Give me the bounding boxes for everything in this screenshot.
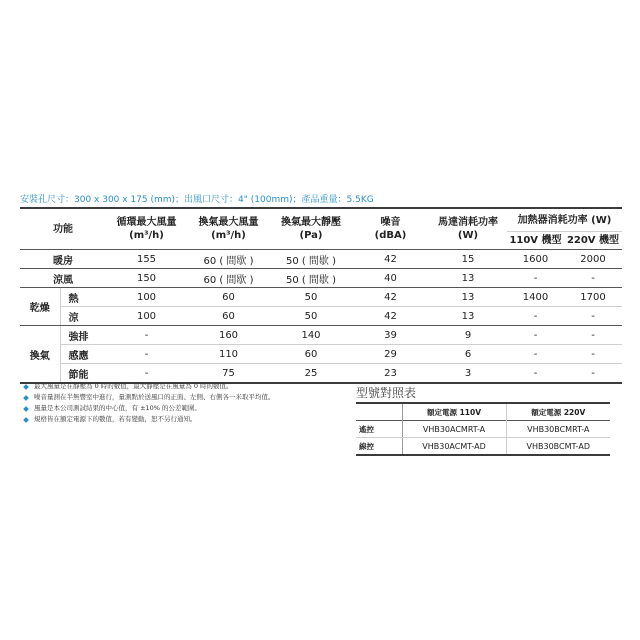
install-dimensions-line: 安裝孔尺寸：300 x 300 x 175 (mm)；出風口尺寸：4" (100mm)；產品重量：5.5KG — [20, 195, 374, 205]
cell-ventilation: 60 — [187, 307, 270, 326]
table-row — [20, 288, 622, 307]
table-row — [20, 345, 622, 364]
diamond-bullet-icon — [23, 417, 29, 423]
cell-heater-110v: - — [507, 307, 564, 326]
cell-ventilation: 60 ( 間歇 ) — [187, 250, 270, 269]
model-cell-110v: VHB30ACMRT-A — [402, 421, 506, 438]
cell-heater-220v: 1700 — [564, 288, 622, 307]
row-label-heating: 暖房 — [20, 250, 106, 269]
model-cell-110v: VHB30ACMT-AD — [402, 438, 506, 456]
header-max-circulation: 循環最大風量 (m³/h) — [116, 217, 177, 241]
cell-heater-110v: 1600 — [507, 250, 564, 269]
cell-noise: 42 — [352, 307, 429, 326]
cell-noise: 23 — [352, 364, 429, 384]
table-row — [20, 269, 622, 288]
diamond-bullet-icon — [23, 384, 29, 390]
model-cell-220v: VHB30BCMRT-A — [506, 421, 610, 438]
diamond-bullet-icon — [23, 395, 29, 401]
header-heater-power: 加熱器消耗功率 (W) — [517, 214, 612, 226]
diamond-bullet-icon — [23, 406, 29, 412]
header-noise: 噪音 (dBA) — [374, 217, 407, 241]
footnote: 風量是本公司測試結果的中心值，有 ±10% 的公差範圍。 — [24, 403, 344, 414]
cell-heater-110v: 1400 — [507, 288, 564, 307]
cell-static-pressure: 25 — [270, 364, 352, 384]
cell-static-pressure: 50 — [270, 288, 352, 307]
cell-heater-220v: - — [564, 269, 622, 288]
cell-noise: 39 — [352, 326, 429, 345]
cell-motor-power: 13 — [429, 269, 507, 288]
row-sublabel-cool: 涼 — [60, 307, 106, 326]
cell-ventilation: 75 — [187, 364, 270, 384]
row-label-drying: 乾燥 — [20, 288, 60, 326]
cell-motor-power: 15 — [429, 250, 507, 269]
cell-static-pressure: 50 ( 間歇 ) — [270, 269, 352, 288]
cell-noise: 42 — [352, 288, 429, 307]
cell-motor-power: 9 — [429, 326, 507, 345]
cell-heater-220v: - — [564, 307, 622, 326]
cell-noise: 29 — [352, 345, 429, 364]
header-max-ventilation: 換氣最大風量 (m³/h) — [198, 217, 259, 241]
model-header-220v: 額定電源 220V — [506, 403, 610, 421]
footnote: 最大風量是在靜壓為 0 時的數值，最大靜壓是在風量為 0 時的數值。 — [24, 381, 344, 392]
model-cell-220v: VHB30BCMT-AD — [506, 438, 610, 456]
footnotes — [24, 381, 344, 425]
cell-motor-power: 6 — [429, 345, 507, 364]
cell-circulation: 150 — [106, 269, 187, 288]
cell-noise: 40 — [352, 269, 429, 288]
cell-circulation: 155 — [106, 250, 187, 269]
cell-static-pressure: 140 — [270, 326, 352, 345]
row-label-ventilation: 換氣 — [20, 326, 60, 384]
footnote: 規格皆在額定電源下的數值，若有變動，恕不另行通知。 — [24, 414, 344, 425]
cell-circulation: - — [106, 364, 187, 384]
cell-heater-110v: - — [507, 326, 564, 345]
model-header-blank — [356, 403, 402, 421]
cell-heater-110v: - — [507, 345, 564, 364]
table-row — [20, 307, 622, 326]
table-row — [20, 326, 622, 345]
cell-motor-power: 13 — [429, 307, 507, 326]
cell-heater-220v: - — [564, 364, 622, 384]
cell-motor-power: 3 — [429, 364, 507, 384]
model-table — [356, 402, 610, 456]
cell-circulation: - — [106, 345, 187, 364]
cell-heater-220v: - — [564, 345, 622, 364]
cell-ventilation: 60 — [187, 288, 270, 307]
table-row — [356, 421, 610, 438]
cell-noise: 42 — [352, 250, 429, 269]
cell-static-pressure: 50 — [270, 307, 352, 326]
cell-motor-power: 13 — [429, 288, 507, 307]
cell-circulation: - — [106, 326, 187, 345]
cell-ventilation: 60 ( 間歇 ) — [187, 269, 270, 288]
table-row — [20, 250, 622, 269]
row-sublabel-energy-saving: 節能 — [60, 364, 106, 384]
spec-table — [20, 207, 622, 384]
cell-heater-110v: - — [507, 269, 564, 288]
table-row — [356, 438, 610, 456]
footnote: 噪音量測在半無響室中進行，量測點於送風口的正面、左側、右側各一米取平均值。 — [24, 392, 344, 403]
row-sublabel-sensor: 感應 — [60, 345, 106, 364]
model-header-110v: 額定電源 110V — [402, 403, 506, 421]
model-row-label-wired: 線控 — [356, 438, 402, 456]
cell-circulation: 100 — [106, 288, 187, 307]
header-motor-power: 馬達消耗功率 (W) — [438, 217, 498, 241]
model-table-title: 型號對照表 — [356, 386, 417, 400]
cell-static-pressure: 60 — [270, 345, 352, 364]
row-sublabel-strong-exhaust: 強排 — [60, 326, 106, 345]
cell-ventilation: 160 — [187, 326, 270, 345]
row-sublabel-hot: 熱 — [60, 288, 106, 307]
row-label-cool-breeze: 涼風 — [20, 269, 106, 288]
cell-heater-110v: - — [507, 364, 564, 384]
header-function: 功能 — [53, 223, 73, 235]
header-heater-110v: 110V 機型 — [507, 232, 564, 250]
cell-ventilation: 110 — [187, 345, 270, 364]
cell-heater-220v: - — [564, 326, 622, 345]
cell-static-pressure: 50 ( 間歇 ) — [270, 250, 352, 269]
cell-circulation: 100 — [106, 307, 187, 326]
model-row-label-remote: 遙控 — [356, 421, 402, 438]
header-max-static-pressure: 換氣最大靜壓 (Pa) — [281, 217, 341, 241]
cell-heater-220v: 2000 — [564, 250, 622, 269]
header-heater-220v: 220V 機型 — [564, 232, 622, 250]
